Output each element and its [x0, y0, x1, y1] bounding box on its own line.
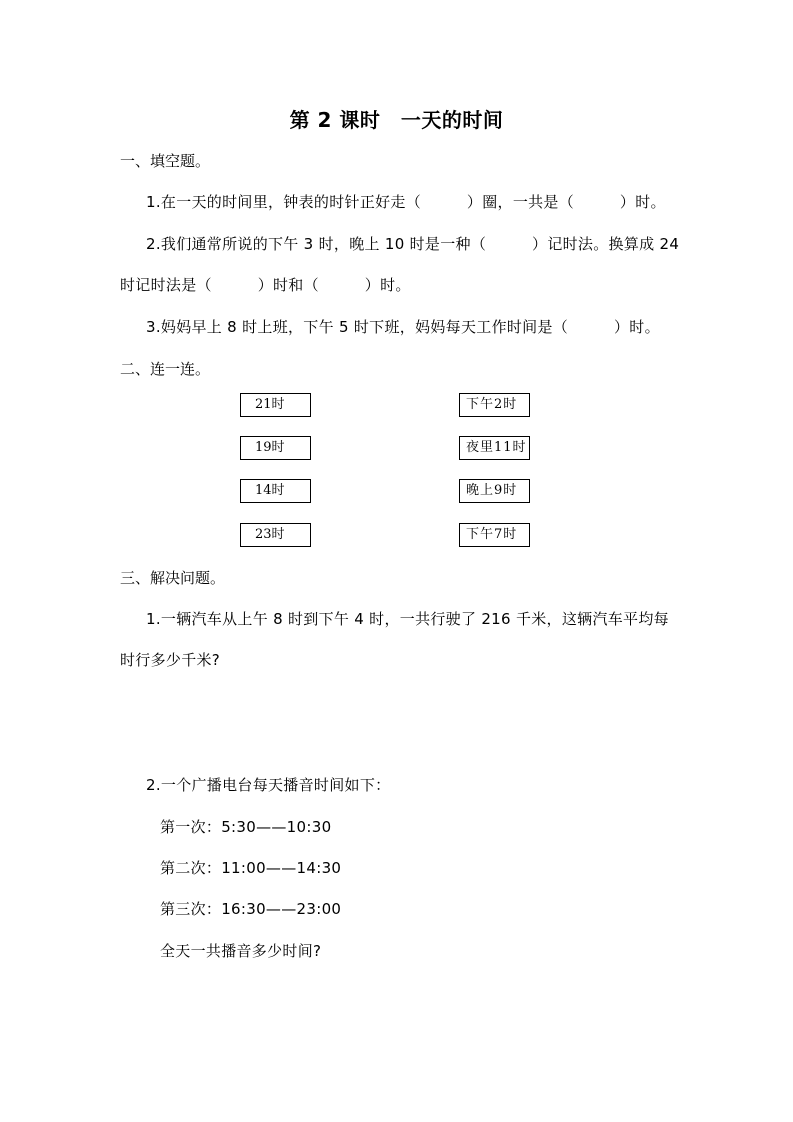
question-3-1-line1: 1.一辆汽车从上午 8 时到下午 4 时，一共行驶了 216 千米，这辆汽车平均每: [146, 610, 669, 628]
section-heading-solve: 三、解决问题。: [120, 569, 226, 587]
match-right-item[interactable]: 下午2时: [459, 393, 530, 417]
question-1-2-line1: 2.我们通常所说的下午 3 时，晚上 10 时是一种（ ）记时法。换算成 24: [146, 235, 680, 253]
match-right-item[interactable]: 晚上9时: [459, 479, 530, 503]
question-1-3: 3.妈妈早上 8 时上班，下午 5 时下班，妈妈每天工作时间是（ ）时。: [146, 318, 660, 336]
match-left-item[interactable]: 23时: [240, 523, 311, 547]
match-left-item[interactable]: 21时: [240, 393, 311, 417]
schedule-line: 第二次：11:00——14:30: [160, 859, 342, 877]
question-1-2-line2: 时记时法是（ ）时和（ ）时。: [120, 276, 411, 294]
section-heading-fill-blank: 一、填空题。: [120, 152, 211, 170]
question-3-2-intro: 2.一个广播电台每天播音时间如下：: [146, 776, 391, 794]
section-heading-match: 二、连一连。: [120, 360, 211, 378]
question-3-1-line2: 时行多少千米?: [120, 651, 221, 669]
match-right-item[interactable]: 夜里11时: [459, 436, 530, 460]
schedule-line: 第三次：16:30——23:00: [160, 900, 342, 918]
schedule-line: 第一次：5:30——10:30: [160, 818, 332, 836]
match-left-item[interactable]: 19时: [240, 436, 311, 460]
question-1-1: 1.在一天的时间里，钟表的时针正好走（ ）圈，一共是（ ）时。: [146, 193, 666, 211]
match-left-item[interactable]: 14时: [240, 479, 311, 503]
page-title: 第 2 课时 一天的时间: [289, 108, 504, 132]
match-right-item[interactable]: 下午7时: [459, 523, 530, 547]
question-3-2: 全天一共播音多少时间?: [160, 942, 322, 960]
